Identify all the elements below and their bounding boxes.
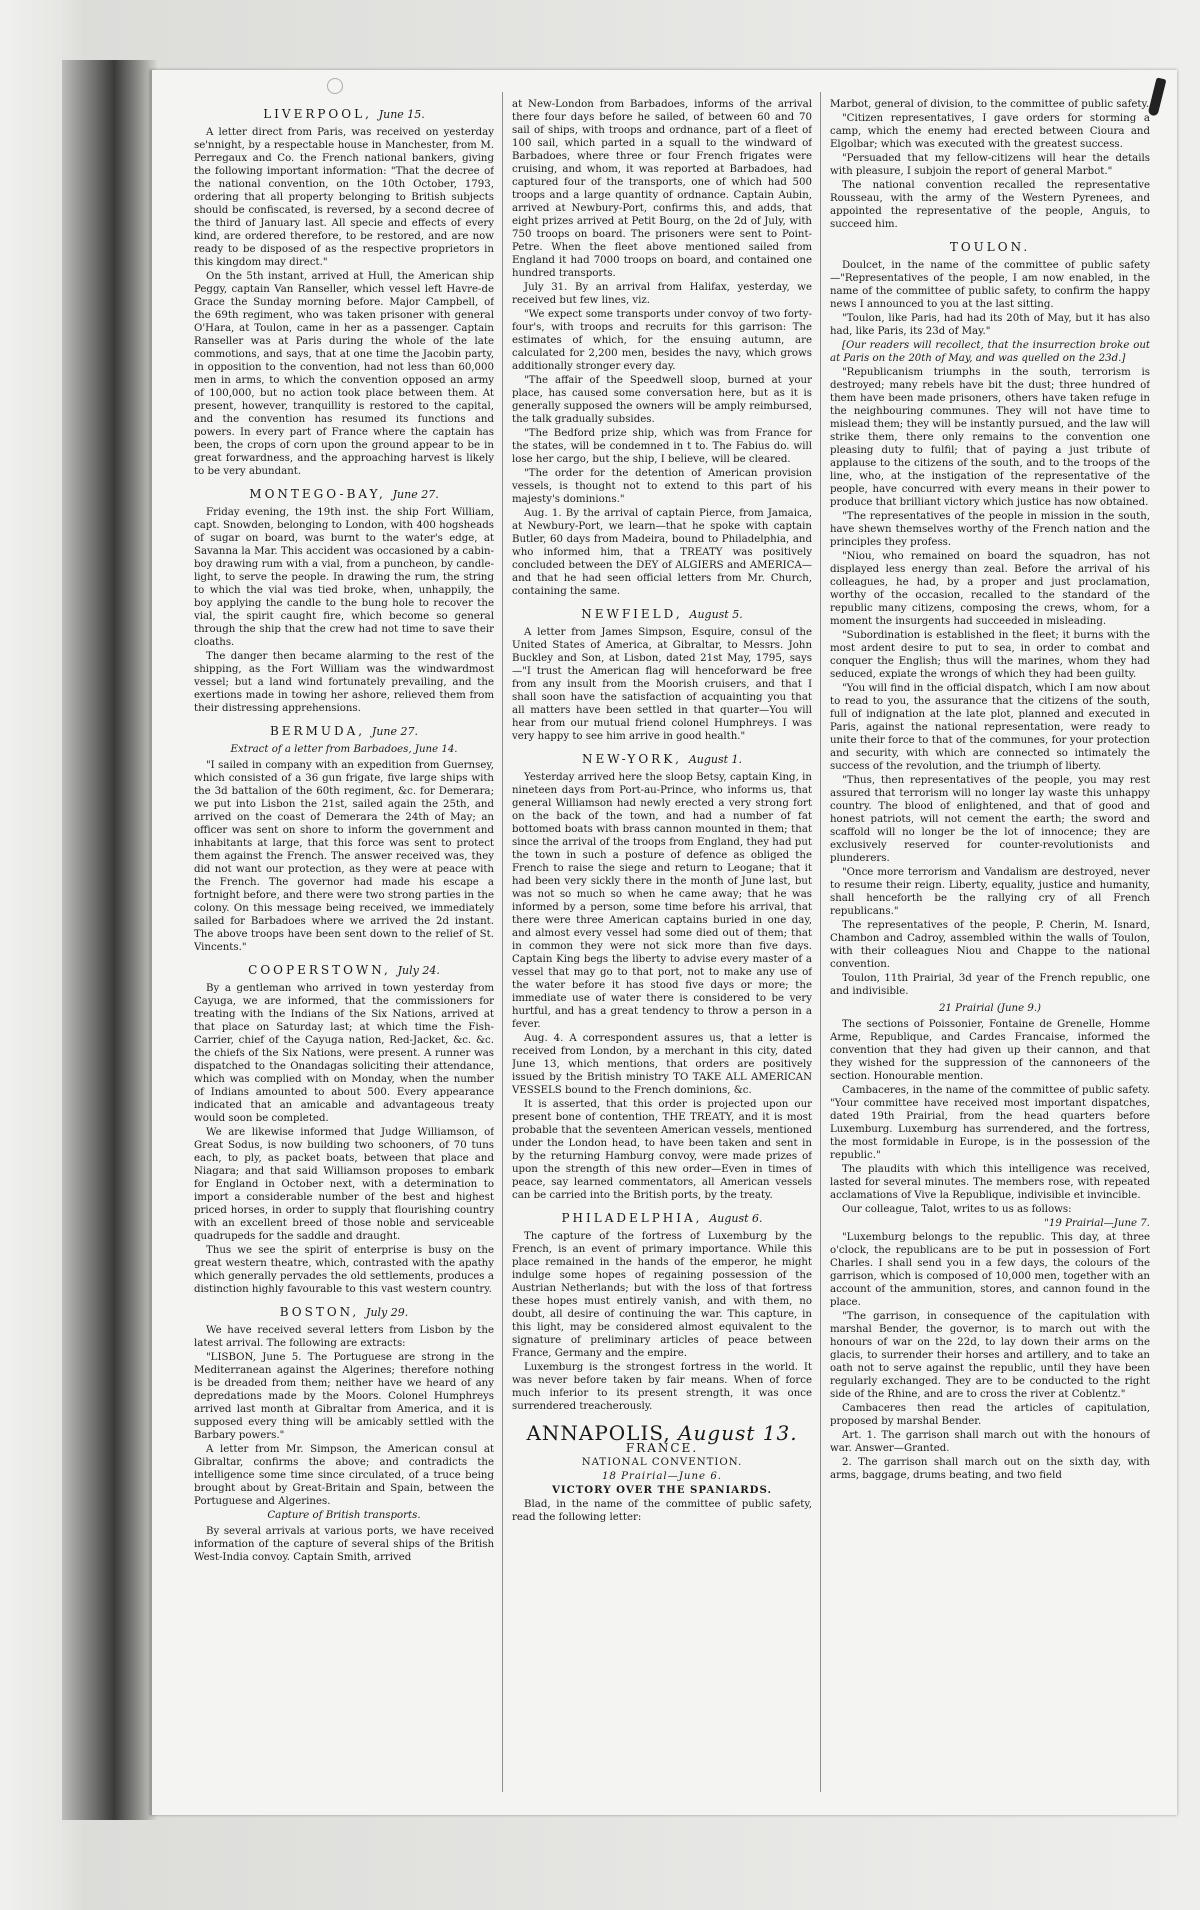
article-paragraph: Blad, in the name of the committee of public safety, read the following letter: [512, 1499, 812, 1523]
article-paragraph: Cambaceres, in the name of the committee of public safety. "Your committee have received most important dispatches, dated 19th Prairial, from the head quarters before Luxemburg. Luxemburg has surrendered, and the fortress, the most formidable in Europe, is in the possession of the republic." [830, 1085, 1150, 1161]
article-paragraph: 2. The garrison shall march out on the sixth day, with arms, baggage, drums beating, and two field [830, 1457, 1150, 1481]
dateline-date: August 5. [689, 608, 743, 621]
dateline-date: July 29. [366, 1306, 409, 1319]
pen-mark [1148, 77, 1167, 116]
prairial-heading: 21 Prairial (June 9.) [938, 1003, 1042, 1014]
article-paragraph: A letter from Mr. Simpson, the American consul at Gibraltar, confirms the above; and contradicts the intelligence some time since circulated, of a truce being brought about by Great-Britain and Spain, between the Portuguese and Algerines. [194, 1444, 494, 1507]
article-paragraph: Our colleague, Talot, writes to us as follows: [842, 1204, 1072, 1215]
bermuda-dateline [194, 725, 494, 738]
article-paragraph: The danger then became alarming to the rest of the shipping, as the Fort William was the windwardmost vessel; but a land wind fortunately prevailing, and the exertions made in towing her ashore, relieved them from their distressing apprehensions. [194, 651, 494, 714]
article-paragraph: "Once more terrorism and Vandalism are destroyed, never to resume their reign. Liberty, equality, justice and humanity, shall henceforth be the rallying cry of all French republicans." [830, 867, 1150, 917]
article-paragraph: "Luxemburg belongs to the republic. This day, at three o'clock, the republicans are to be put in possession of Fort Charles. I shall send you in a few days, the colours of the garrison, which is composed of 10,000 men, together with an account of the ammunition, stores, and cannon found in the place. [830, 1232, 1150, 1308]
cooperstown-dateline [194, 964, 494, 977]
article-paragraph: "Republicanism triumphs in the south, terrorism is destroyed; many rebels have bit the dust; three hundred of them have been made prisoners, others have taken refuge in the neighbouring communes. They will not have time to mislead them; they will be instantly pursued, and the law will strike them, there only remains to the convention one pleasing duty to fulfil; that of paying a just tribute of applause to the citizens of the south, and to the troops of the line, who, at the instigation of the representative of the people, have concurred with every means in their power to produce that brilliant victory which justice has now obtained. [830, 367, 1150, 508]
article-paragraph: Art. 1. The garrison shall march out with the honours of war. Answer—Granted. [830, 1430, 1150, 1454]
liverpool-dateline [194, 108, 494, 121]
dateline-date: August 6. [709, 1212, 763, 1225]
article-paragraph: The national convention recalled the representative Rousseau, with the army of the Western Pyrenees, and appointed the representative of the people, Anguis, to succeed him. [830, 180, 1150, 230]
article-paragraph: "Toulon, like Paris, had had its 20th of May, but it has also had, like Paris, its 23d of May." [830, 313, 1150, 337]
toulon-dateline [830, 241, 1150, 254]
article-paragraph: Friday evening, the 19th inst. the ship Fort William, capt. Snowden, belonging to London, with 400 hogsheads of sugar on board, was burnt to the water's edge, at Savanna la Mar. This accident was occasioned by a cabin-boy drawing rum with a vial, from a puncheon, by candle-light, to serve the people. In drawing the rum, the string to which the vial was tied broke, when, unhappily, the boy applying the candle to the bung hole to recover the vial, the spirit caught fire, which become so general through the ship that the crew had not time to save their cloaths. [194, 507, 494, 648]
article-paragraph: "The order for the detention of American provision vessels, is thought not to extend to this part of his majesty's dominions." [512, 468, 812, 505]
dateline-date: June 15. [378, 108, 425, 121]
book-binding-shadow [62, 60, 157, 1820]
dateline-place: BOSTON, [279, 1305, 360, 1319]
article-paragraph: The sections of Poissonier, Fontaine de Grenelle, Homme Arme, Republique, and Cardes Francaise, informed the convention that they had given up their cannon, and that they wished for the suppression of the cannoneers of the section. Honourable mention. [830, 1019, 1150, 1082]
article-paragraph: Aug. 4. A correspondent assures us, that a letter is received from London, by a merchant in this city, dated June 13, which mentions, that orders are positively issued by the British ministry TO TAKE ALL AMERICAN VESSELS bound to the French dominions, &c. [512, 1033, 812, 1096]
column-rule [820, 92, 821, 1792]
article-paragraph: "The garrison, in consequence of the capitulation with marshal Bender, the governor, is to march out with the honours of war on the 22d, to lay down their arms on the glacis, to surrender their horses and artillery, and to take an oath not to serve against the republic, until they have been regularly exchanged. They are to be conducted to the right side of the Rhine, and are to cross the river at Coblentz." [830, 1311, 1150, 1400]
dateline-place: NEW-YORK, [581, 752, 682, 766]
session-date: 18 Prairial—June 6. [601, 1471, 723, 1482]
annapolis-masthead [512, 1421, 812, 1445]
dateline-place: COOPERSTOWN, [248, 963, 391, 977]
article-paragraph: The capture of the fortress of Luxemburg by the French, is an event of primary importance. While this place remained in the hands of the emperor, he might indulge some hopes of regaining possession of the Austrian Netherlands; but with the loss of that fortress these hopes must entirely vanish, and with them, no doubt, all desire of continuing the war. This capture, in this light, may be considered almost equivalent to the signature of preliminary articles of peace between France, Germany and the empire. [512, 1231, 812, 1359]
article-subheading: Extract of a letter from Barbadoes, June 14. [230, 744, 458, 755]
article-paragraph: Aug. 1. By the arrival of captain Pierce, from Jamaica, at Newbury-Port, we learn—that he spoke with captain Butler, 60 days from Madeira, bound to Philadelphia, and who informed him, that a TREATY was positively concluded between the DEY of ALGIERS and AMERICA—and that he had seen official letters from Mr. Church, containing the same. [512, 508, 812, 597]
victory-heading: VICTORY OVER THE SPANIARDS. [551, 1484, 773, 1496]
article-paragraph: "You will find in the official dispatch, which I am now about to read to you, the assurance that the citizens of the south, full of indignation at the late plot, planned and executed in Paris, against the national representation, were ready to unite their force to that of the communes, for your protection and security, with which are connected so intimately the success of the revolution, and the triumph of liberty. [830, 683, 1150, 772]
article-paragraph: [Our readers will recollect, that the insurrection broke out at Paris on the 20th of May, and was quelled on the 23d.] [830, 340, 1150, 364]
body-heading: NATIONAL CONVENTION. [581, 1457, 743, 1468]
article-paragraph: The plaudits with which this intelligence was received, lasted for several minutes. The members rose, with repeated acclamations of Vive la Republique, indivisible et invincible. [830, 1164, 1150, 1201]
dateline-date: June 27. [392, 488, 439, 501]
article-paragraph: "Citizen representatives, I gave orders for storming a camp, which the enemy had erected between Cioura and Elgolbar; which was executed with the greatest success. [830, 113, 1150, 150]
article-paragraph: Marbot, general of division, to the committee of public safety. [830, 99, 1150, 110]
dateline-place: PHILADELPHIA, [561, 1211, 703, 1225]
dateline-place: TOULON. [949, 240, 1031, 254]
article-paragraph: On the 5th instant, arrived at Hull, the American ship Peggy, captain Van Ranseller, which vessel left Havre-de Grace the Sunday morning before. Major Campbell, of the 69th regiment, who was taken prisoner with general O'Hara, at Toulon, came in her as a passenger. Captain Ranseller was at Paris during the whole of the late commotions, and says, that at one time the Jacobin party, in opposition to the convention, had not less than 60,000 men in arms, to which the convention opposed an army of 100,000, but no action took place between them. At present, however, tranquillity is restored to the capital, and the convention has resumed its functions and powers. In every part of France where the captain has been, the crops of corn upon the ground appear to be in great forwardness, and the approaching harvest is likely to be very abundant. [194, 271, 494, 477]
dateline-place: BERMUDA, [269, 724, 366, 738]
article-subheading: Capture of British transports. [267, 1510, 421, 1521]
article-paragraph: We have received several letters from Lisbon by the latest arrival. The following are extracts: [194, 1325, 494, 1349]
column-2 [512, 98, 812, 1788]
article-paragraph: "Niou, who remained on board the squadron, has not displayed less energy than zeal. Before the arrival of his colleagues, he had, by a proper and just proclamation, worthy of the occasion, recalled to the standard of the republic many citizens, composing the crews, whom, for a moment the insurgents had succeeded in misleading. [830, 551, 1150, 627]
dateline-place: NEWFIELD, [581, 607, 683, 621]
article-paragraph: "Persuaded that my fellow-citizens will hear the details with pleasure, I subjoin the report of general Marbot." [830, 153, 1150, 177]
newspaper-page [150, 70, 1177, 1815]
dateline-date: August 1. [688, 753, 743, 766]
article-paragraph: "I sailed in company with an expedition from Guernsey, which consisted of a 36 gun frigate, five large ships with the 3d battalion of the 60th regiment, &c. for Demerara; we put into Lisbon the 21st, sailed again the 25th, and arrived on the coast of Demerara the 24th of May; an officer was sent on shore to inform the government and inhabitants at large, that this force was sent to protect them against the French. The answer received was, they did not want our protection, as they were at peace with the French. The governor had made his escape a fortnight before, and there were two strong parties in the colony. On this message being received, we immediately sailed for Barbadoes where we arrived the 2d instant. The above troops have been sent down to the relief of St. Vincents." [194, 760, 494, 953]
article-paragraph: By a gentleman who arrived in town yesterday from Cayuga, we are informed, that the commissioners for treating with the Indians of the Six Nations, arrived at that place on Saturday last; at which time the Fish-Carrier, chief of the Cayuga nation, Red-Jacket, &c. &c. the chiefs of the Six Nations, were present. A runner was dispatched to the Onandagas soliciting their attendance, which was complied with on Monday, when the number of Indians amounted to about 500. Every appearance indicated that an amicable and advantageous treaty would soon be completed. [194, 983, 494, 1124]
article-paragraph: Yesterday arrived here the sloop Betsy, captain King, in nineteen days from Port-au-Prince, who informs us, that general Williamson had newly erected a very strong fort on the back of the town, and had a number of fat bottomed boats with brass cannon mounted in them; that since the arrival of the troops from England, they had put the town in such a posture of defence as obliged the French to raise the siege and return to Leogane; that it had been very sickly there in the month of June last, but was not so much so when he came away; that he was informed by a person, some time before his arrival, that there were three American captains buried in one day, and almost every vessel had some died out of them; that in common they were not sick more than five days. Captain King begs the liberty to advise every master of a vessel that may go to that port, not to make any use of the water before it has stood five days or more; the immediate use of water there is considered to be very hurtful, and has a great tendency to throw a person in a fever. [512, 772, 812, 1030]
article-paragraph: "Subordination is established in the fleet; it burns with the most ardent desire to put to sea, in order to combat and conquer the English; thus will the marines, whom they had seduced, expiate the wrongs of which they had been guilty. [830, 630, 1150, 680]
boston-dateline [194, 1306, 494, 1319]
masthead-place: ANNAPOLIS, [526, 1421, 671, 1445]
article-paragraph: Doulcet, in the name of the committee of public safety—"Representatives of the people, I am now enabled, in the name of the committee of public safety, to confirm the happy news I announced to you at the last sitting. [830, 260, 1150, 310]
article-paragraph: at New-London from Barbadoes, informs of the arrival there four days before he sailed, of between 60 and 70 sail of ships, with troops and ordnance, part of a fleet of 100 sail, which parted in a squall to the windward of Barbadoes, where three or four French frigates were cruising, and whom, it was reported at Barbadoes, had captured four of the transports, one of which had 500 troops and a large quantity of ordnance. Captain Aubin, arrived at Newbury-Port, confirms this, and adds, that eight prizes arrived at Petit Bourg, on the 2d of July, with 750 troops on board. The prisoners were sent to Point-Petre. When the fleet above mentioned sailed from England it had 7000 troops on board, and contained one hundred transports. [512, 99, 812, 279]
column-1 [194, 98, 494, 1788]
article-paragraph: "19 Prairial—June 7. [1044, 1218, 1150, 1229]
article-paragraph: Toulon, 11th Prairial, 3d year of the French republic, one and indivisible. [830, 973, 1150, 997]
article-paragraph: "The Bedford prize ship, which was from France for the states, will be condemned in t to. The Fabius do. will lose her cargo, but the ship, I believe, will be cleared. [512, 428, 812, 465]
article-paragraph: A letter direct from Paris, was received on yesterday se'nnight, by a respectable house in Manchester, from M. Perregaux and Co. the French national bankers, giving the following important information: "That the decree of the national convention, on the 10th October, 1793, ordering that all property belonging to British subjects should be confiscated, is reversed, by a second decree of the third of January last. All specie and effects of every kind, are ordered therefore, to be restored, and are now ready to be disposed of as the respective proprietors in this kingdom may direct." [194, 127, 494, 268]
column-rule [502, 92, 503, 1792]
article-paragraph: Thus we see the spirit of enterprise is busy on the great western theatre, which, contrasted with the apathy which generally pervades the old settlements, produces a distinction highly favourable to this vast western country. [194, 1245, 494, 1295]
column-3 [830, 98, 1150, 1788]
article-paragraph: "The affair of the Speedwell sloop, burned at your place, has caused some conversation here, but as it is generally supposed the owners will be amply reimbursed, the talk gradually subsides. [512, 375, 812, 425]
article-paragraph: "We expect some transports under convoy of two forty-four's, with troops and recruits for this garrison: The estimates of which, for the ensuing autumn, are calculated for 2,200 men, besides the navy, which grows additionally stronger every day. [512, 309, 812, 372]
country-heading: FRANCE. [625, 1441, 699, 1455]
article-paragraph: Cambaceres then read the articles of capitulation, proposed by marshal Bender. [830, 1403, 1150, 1427]
article-paragraph: "The representatives of the people in mission in the south, have shewn themselves worthy of the French nation and the principles they profess. [830, 511, 1150, 548]
montego-dateline [194, 488, 494, 501]
masthead-date: August 13. [678, 1421, 798, 1445]
dateline-place: MONTEGO-BAY, [249, 487, 386, 501]
newyork-dateline [512, 753, 812, 766]
article-paragraph: The representatives of the people, P. Cherin, M. Isnard, Chambon and Cadroy, assembled within the walls of Toulon, with their colleagues Niou and Chappe to the national convention. [830, 920, 1150, 970]
article-paragraph: July 31. By an arrival from Halifax, yesterday, we received but few lines, viz. [512, 282, 812, 306]
article-paragraph: We are likewise informed that Judge Williamson, of Great Sodus, is now building two schooners, of 70 tuns each, to ply, as packet boats, between that place and Niagara; and that said Williamson proposes to embark for England in October next, with a determination to import a considerable number of the best and highest priced horses, in order to supply that flourishing country with an excellent breed of those noble and serviceable quadrupeds for the saddle and draught. [194, 1127, 494, 1242]
dateline-date: July 24. [397, 964, 440, 977]
article-paragraph: A letter from James Simpson, Esquire, consul of the United States of America, at Gibraltar, to Messrs. John Buckley and Son, at Lisbon, dated 21st May, 1795, says—"I trust the American flag will henceforward be free from any insult from the Moorish cruisers, and that I shall soon have the satisfaction of acquainting you that all matters have been settled in that quarter—You will hear from our mutual friend colonel Humphreys. I was very happy to see him arrive in good health." [512, 627, 812, 742]
article-paragraph: It is asserted, that this order is projected upon our present bone of contention, THE TREATY, and it is most probable that the seventeen American vessels, mentioned under the London head, to have been taken and sent in by the returning Hamburg convoy, were made prizes of upon the strength of this new order—Even in times of peace, say learned commentators, all American vessels can be carried into the British ports, by the treaty. [512, 1099, 812, 1201]
article-paragraph: By several arrivals at various ports, we have received information of the capture of several ships of the British West-India convoy. Captain Smith, arrived [194, 1526, 494, 1563]
dateline-date: June 27. [371, 725, 419, 738]
article-paragraph: "Thus, then representatives of the people, you may rest assured that terrorism will no longer lay waste this unhappy country. The blood of enlightened, and that of good and honest patriots, will not cement the earth; the sword and scaffold will no longer be the lot of innocence; they are exclusively reserved for counter-revolutionists and plunderers. [830, 775, 1150, 864]
ink-blot [327, 78, 343, 94]
article-paragraph: Luxemburg is the strongest fortress in the world. It was never before taken by fair means. When of force much inferior to its present strength, it was once surrendered treacherously. [512, 1362, 812, 1412]
philadelphia-dateline [512, 1212, 812, 1225]
dateline-place: LIVERPOOL, [263, 107, 372, 121]
newfield-dateline [512, 608, 812, 621]
article-paragraph: "LISBON, June 5. The Portuguese are strong in the Mediterranean against the Algerines; therefore nothing is be dreaded from them; neither have we heard of any depredations made by the Moors. Colonel Humphreys arrived last month at Gibraltar from America, and it is supposed every thing will be amicably settled with the Barbary powers." [194, 1352, 494, 1441]
